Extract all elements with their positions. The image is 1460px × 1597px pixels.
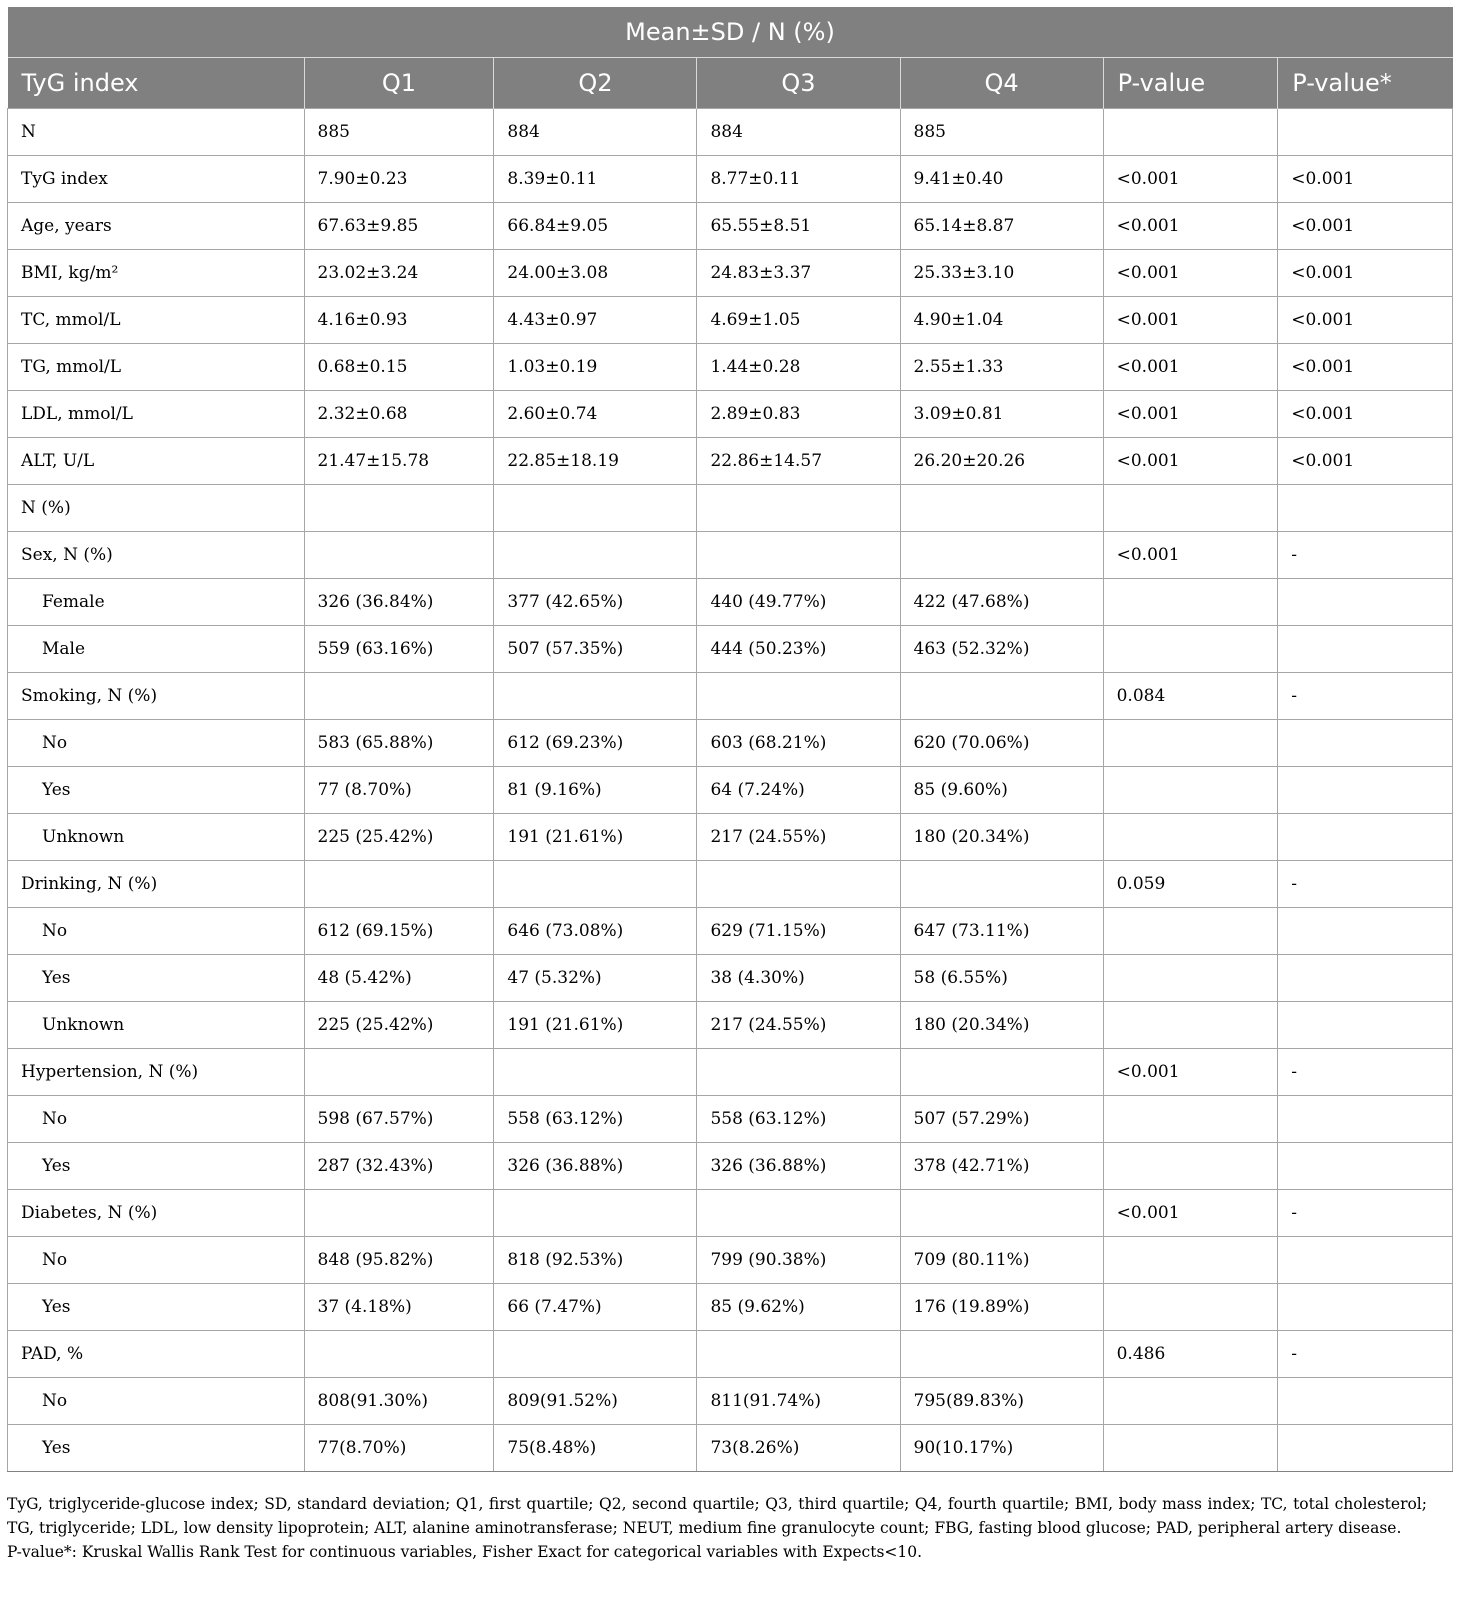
row-label: No	[8, 720, 305, 767]
table-cell	[1103, 579, 1278, 626]
table-cell: 58 (6.55%)	[900, 955, 1103, 1002]
table-cell: 598 (67.57%)	[304, 1096, 494, 1143]
table-cell	[304, 1049, 494, 1096]
table-cell	[494, 1331, 697, 1378]
table-cell: 808(91.30%)	[304, 1378, 494, 1425]
table-row	[8, 1425, 1453, 1472]
table-cell: 818 (92.53%)	[494, 1237, 697, 1284]
row-label: Diabetes, N (%)	[8, 1190, 305, 1237]
table-cell: 507 (57.35%)	[494, 626, 697, 673]
footnotes	[7, 1492, 1427, 1564]
table-cell: 422 (47.68%)	[900, 579, 1103, 626]
table-cell	[1278, 626, 1453, 673]
table-cell: 811(91.74%)	[697, 1378, 900, 1425]
table-cell: 8.39±0.11	[494, 156, 697, 203]
table-row	[8, 720, 1453, 767]
table-cell	[1103, 814, 1278, 861]
table-cell	[304, 673, 494, 720]
table-cell: 26.20±20.26	[900, 438, 1103, 485]
column-header-q2: Q2	[494, 58, 697, 109]
table-cell: 463 (52.32%)	[900, 626, 1103, 673]
row-label: Smoking, N (%)	[8, 673, 305, 720]
table-cell: <0.001	[1103, 250, 1278, 297]
row-label: Male	[8, 626, 305, 673]
column-header-q3: Q3	[697, 58, 900, 109]
row-label: Yes	[8, 1425, 305, 1472]
table-cell	[1278, 1002, 1453, 1049]
row-label: Female	[8, 579, 305, 626]
table-cell: <0.001	[1278, 203, 1453, 250]
table-cell	[1278, 908, 1453, 955]
column-header-row	[8, 58, 1453, 109]
table-cell: 0.084	[1103, 673, 1278, 720]
table-row	[8, 1002, 1453, 1049]
table-cell: 67.63±9.85	[304, 203, 494, 250]
table-cell: <0.001	[1278, 391, 1453, 438]
table-cell: 583 (65.88%)	[304, 720, 494, 767]
table-cell: 23.02±3.24	[304, 250, 494, 297]
table-cell: <0.001	[1278, 250, 1453, 297]
column-header-tyg: TyG index	[8, 58, 305, 109]
table-cell	[697, 1331, 900, 1378]
table-cell: -	[1278, 673, 1453, 720]
table-cell: <0.001	[1103, 297, 1278, 344]
table-cell	[494, 673, 697, 720]
table-row	[8, 438, 1453, 485]
row-label: No	[8, 908, 305, 955]
table-row	[8, 1378, 1453, 1425]
table-cell: <0.001	[1103, 1049, 1278, 1096]
table-cell: 326 (36.88%)	[494, 1143, 697, 1190]
table-cell: 809(91.52%)	[494, 1378, 697, 1425]
table-cell: 0.486	[1103, 1331, 1278, 1378]
table-cell: <0.001	[1278, 344, 1453, 391]
table-row	[8, 1331, 1453, 1378]
table-cell	[1103, 955, 1278, 1002]
table-cell	[900, 861, 1103, 908]
table-cell: -	[1278, 532, 1453, 579]
table-cell: 22.85±18.19	[494, 438, 697, 485]
table-cell	[1103, 767, 1278, 814]
table-cell: 25.33±3.10	[900, 250, 1103, 297]
table-row	[8, 908, 1453, 955]
table-cell	[1278, 579, 1453, 626]
table-cell	[494, 861, 697, 908]
table-cell: 885	[304, 109, 494, 156]
table-cell: 558 (63.12%)	[697, 1096, 900, 1143]
table-cell	[304, 1331, 494, 1378]
table-row	[8, 767, 1453, 814]
table-cell: 799 (90.38%)	[697, 1237, 900, 1284]
table-cell: 1.03±0.19	[494, 344, 697, 391]
table-cell: 4.43±0.97	[494, 297, 697, 344]
table-cell: 75(8.48%)	[494, 1425, 697, 1472]
table-cell	[1103, 1425, 1278, 1472]
data-table	[7, 7, 1453, 1472]
table-cell: <0.001	[1103, 438, 1278, 485]
table-cell: 191 (21.61%)	[494, 814, 697, 861]
table-cell: 620 (70.06%)	[900, 720, 1103, 767]
row-label: No	[8, 1237, 305, 1284]
table-row	[8, 532, 1453, 579]
table-cell: 38 (4.30%)	[697, 955, 900, 1002]
table-cell: 21.47±15.78	[304, 438, 494, 485]
table-cell: 65.55±8.51	[697, 203, 900, 250]
table-cell	[494, 532, 697, 579]
table-cell	[1278, 1096, 1453, 1143]
table-cell: <0.001	[1103, 203, 1278, 250]
table-cell	[494, 1190, 697, 1237]
table-cell	[1103, 485, 1278, 532]
table-cell: 180 (20.34%)	[900, 1002, 1103, 1049]
table-cell: 287 (32.43%)	[304, 1143, 494, 1190]
row-label: TC, mmol/L	[8, 297, 305, 344]
table-cell	[494, 485, 697, 532]
table-cell	[900, 1331, 1103, 1378]
table-cell: 225 (25.42%)	[304, 814, 494, 861]
table-cell	[494, 1049, 697, 1096]
table-row	[8, 485, 1453, 532]
table-cell	[1103, 720, 1278, 767]
row-label: Unknown	[8, 1002, 305, 1049]
table-cell: 77 (8.70%)	[304, 767, 494, 814]
table-cell	[1103, 1096, 1278, 1143]
table-cell	[900, 532, 1103, 579]
table-cell: 9.41±0.40	[900, 156, 1103, 203]
table-row	[8, 1237, 1453, 1284]
table-cell: 507 (57.29%)	[900, 1096, 1103, 1143]
table-cell: 66 (7.47%)	[494, 1284, 697, 1331]
row-label: Yes	[8, 1284, 305, 1331]
table-cell: 629 (71.15%)	[697, 908, 900, 955]
table-cell: <0.001	[1103, 156, 1278, 203]
table-cell: 180 (20.34%)	[900, 814, 1103, 861]
table-cell: -	[1278, 1190, 1453, 1237]
table-cell: 795(89.83%)	[900, 1378, 1103, 1425]
table-cell	[900, 673, 1103, 720]
group-header: Mean±SD / N (%)	[8, 7, 1453, 58]
row-label: Sex, N (%)	[8, 532, 305, 579]
column-header-pvalue: P-value	[1103, 58, 1278, 109]
table-cell: <0.001	[1103, 391, 1278, 438]
table-body	[8, 109, 1453, 1472]
table-cell: <0.001	[1278, 438, 1453, 485]
table-cell: -	[1278, 1331, 1453, 1378]
table-cell: 176 (19.89%)	[900, 1284, 1103, 1331]
table-cell: 440 (49.77%)	[697, 579, 900, 626]
table-cell: 377 (42.65%)	[494, 579, 697, 626]
row-label: Yes	[8, 955, 305, 1002]
table-row	[8, 861, 1453, 908]
table-cell: 612 (69.15%)	[304, 908, 494, 955]
table-cell: <0.001	[1103, 532, 1278, 579]
row-label: No	[8, 1096, 305, 1143]
table-cell: 225 (25.42%)	[304, 1002, 494, 1049]
row-label: PAD, %	[8, 1331, 305, 1378]
table-row	[8, 297, 1453, 344]
table-cell	[697, 861, 900, 908]
table-cell: 47 (5.32%)	[494, 955, 697, 1002]
table-cell: 85 (9.60%)	[900, 767, 1103, 814]
table-cell	[1278, 955, 1453, 1002]
table-cell: 884	[697, 109, 900, 156]
table-row	[8, 814, 1453, 861]
table-cell: 37 (4.18%)	[304, 1284, 494, 1331]
row-label: Unknown	[8, 814, 305, 861]
table-cell	[1278, 1237, 1453, 1284]
table-cell	[1103, 1237, 1278, 1284]
row-label: BMI, kg/m²	[8, 250, 305, 297]
row-label: TyG index	[8, 156, 305, 203]
column-header-pvalue-star: P-value*	[1278, 58, 1453, 109]
table-cell: 65.14±8.87	[900, 203, 1103, 250]
row-label: ALT, U/L	[8, 438, 305, 485]
table-cell	[697, 1190, 900, 1237]
table-cell	[304, 485, 494, 532]
table-cell: 603 (68.21%)	[697, 720, 900, 767]
table-cell: <0.001	[1278, 156, 1453, 203]
column-header-q1: Q1	[304, 58, 494, 109]
table-row	[8, 626, 1453, 673]
table-cell: 48 (5.42%)	[304, 955, 494, 1002]
table-cell	[304, 861, 494, 908]
table-row	[8, 1284, 1453, 1331]
table-cell: 326 (36.84%)	[304, 579, 494, 626]
table-cell: 3.09±0.81	[900, 391, 1103, 438]
table-cell: 90(10.17%)	[900, 1425, 1103, 1472]
table-cell	[1278, 720, 1453, 767]
table-row	[8, 955, 1453, 1002]
table-cell	[697, 1049, 900, 1096]
table-cell	[1103, 109, 1278, 156]
table-row	[8, 1143, 1453, 1190]
table-cell	[1278, 109, 1453, 156]
table-cell: 73(8.26%)	[697, 1425, 900, 1472]
table-cell: -	[1278, 1049, 1453, 1096]
table-cell: 559 (63.16%)	[304, 626, 494, 673]
table-cell: 612 (69.23%)	[494, 720, 697, 767]
abbreviations-note: TyG, triglyceride-glucose index; SD, standard deviation; Q1, first quartile; Q2, second quartile; Q3, third quartile; Q4, fourth quartile; BMI, body mass index; TC, total cholesterol; TG, triglyceride; LDL, low density lipoprotein; ALT, alanine aminotransferase; NEUT, medium fine granulocyte count; FBG, fasting blood glucose; PAD, peripheral artery disease.	[7, 1495, 1427, 1537]
table-cell: 0.059	[1103, 861, 1278, 908]
table-cell: 217 (24.55%)	[697, 1002, 900, 1049]
table-cell: <0.001	[1278, 297, 1453, 344]
table-row	[8, 344, 1453, 391]
table-cell: <0.001	[1103, 1190, 1278, 1237]
table-row	[8, 1190, 1453, 1237]
table-row	[8, 250, 1453, 297]
table-row	[8, 1049, 1453, 1096]
table-cell: 64 (7.24%)	[697, 767, 900, 814]
table-row	[8, 579, 1453, 626]
table-cell: 709 (80.11%)	[900, 1237, 1103, 1284]
table-row	[8, 156, 1453, 203]
table-cell: 22.86±14.57	[697, 438, 900, 485]
table-cell: 24.00±3.08	[494, 250, 697, 297]
table-cell	[697, 485, 900, 532]
row-label: Drinking, N (%)	[8, 861, 305, 908]
table-cell: 217 (24.55%)	[697, 814, 900, 861]
table-cell	[697, 673, 900, 720]
table-cell	[1278, 485, 1453, 532]
table-cell: 884	[494, 109, 697, 156]
table-row	[8, 673, 1453, 720]
row-label: LDL, mmol/L	[8, 391, 305, 438]
table-cell	[1278, 767, 1453, 814]
table-cell	[304, 1190, 494, 1237]
table-cell	[1103, 908, 1278, 955]
column-header-q4: Q4	[900, 58, 1103, 109]
table-cell	[1103, 626, 1278, 673]
row-label: Age, years	[8, 203, 305, 250]
table-cell	[1278, 1378, 1453, 1425]
table-cell: 4.90±1.04	[900, 297, 1103, 344]
table-cell: 8.77±0.11	[697, 156, 900, 203]
table-cell: 2.60±0.74	[494, 391, 697, 438]
table-cell: 444 (50.23%)	[697, 626, 900, 673]
row-label: Yes	[8, 1143, 305, 1190]
row-label: No	[8, 1378, 305, 1425]
table-cell: -	[1278, 861, 1453, 908]
table-cell: <0.001	[1103, 344, 1278, 391]
table-cell: 1.44±0.28	[697, 344, 900, 391]
table-cell	[900, 485, 1103, 532]
table-cell	[1103, 1284, 1278, 1331]
table-cell	[1278, 1143, 1453, 1190]
pvalue-note: P-value*: Kruskal Wallis Rank Test for continuous variables, Fisher Exact for categorical variables with Expects<10.	[7, 1543, 923, 1561]
table-cell: 66.84±9.05	[494, 203, 697, 250]
table-cell: 4.16±0.93	[304, 297, 494, 344]
table-cell: 81 (9.16%)	[494, 767, 697, 814]
table-cell: 85 (9.62%)	[697, 1284, 900, 1331]
table-cell	[1278, 814, 1453, 861]
row-label: N (%)	[8, 485, 305, 532]
row-label: Hypertension, N (%)	[8, 1049, 305, 1096]
table-cell: 2.32±0.68	[304, 391, 494, 438]
table-cell	[697, 532, 900, 579]
table-cell: 191 (21.61%)	[494, 1002, 697, 1049]
table-row	[8, 109, 1453, 156]
table-cell: 647 (73.11%)	[900, 908, 1103, 955]
table-cell: 558 (63.12%)	[494, 1096, 697, 1143]
row-label: TG, mmol/L	[8, 344, 305, 391]
table-cell	[304, 532, 494, 579]
table-cell: 24.83±3.37	[697, 250, 900, 297]
table-cell: 2.55±1.33	[900, 344, 1103, 391]
row-label: Yes	[8, 767, 305, 814]
table-row	[8, 1096, 1453, 1143]
table-row	[8, 391, 1453, 438]
table-cell	[900, 1049, 1103, 1096]
table-row	[8, 203, 1453, 250]
row-label: N	[8, 109, 305, 156]
table-cell	[1278, 1284, 1453, 1331]
table-cell: 77(8.70%)	[304, 1425, 494, 1472]
table-cell: 7.90±0.23	[304, 156, 494, 203]
group-header-row	[8, 7, 1453, 58]
table-cell: 326 (36.88%)	[697, 1143, 900, 1190]
table-cell	[1103, 1002, 1278, 1049]
table-cell: 646 (73.08%)	[494, 908, 697, 955]
table-cell: 2.89±0.83	[697, 391, 900, 438]
table-cell	[1278, 1425, 1453, 1472]
table-cell: 378 (42.71%)	[900, 1143, 1103, 1190]
table-cell	[1103, 1378, 1278, 1425]
table-cell: 4.69±1.05	[697, 297, 900, 344]
table-cell: 0.68±0.15	[304, 344, 494, 391]
table-container	[7, 7, 1453, 1472]
table-cell: 885	[900, 109, 1103, 156]
table-cell: 848 (95.82%)	[304, 1237, 494, 1284]
table-cell	[1103, 1143, 1278, 1190]
table-cell	[900, 1190, 1103, 1237]
